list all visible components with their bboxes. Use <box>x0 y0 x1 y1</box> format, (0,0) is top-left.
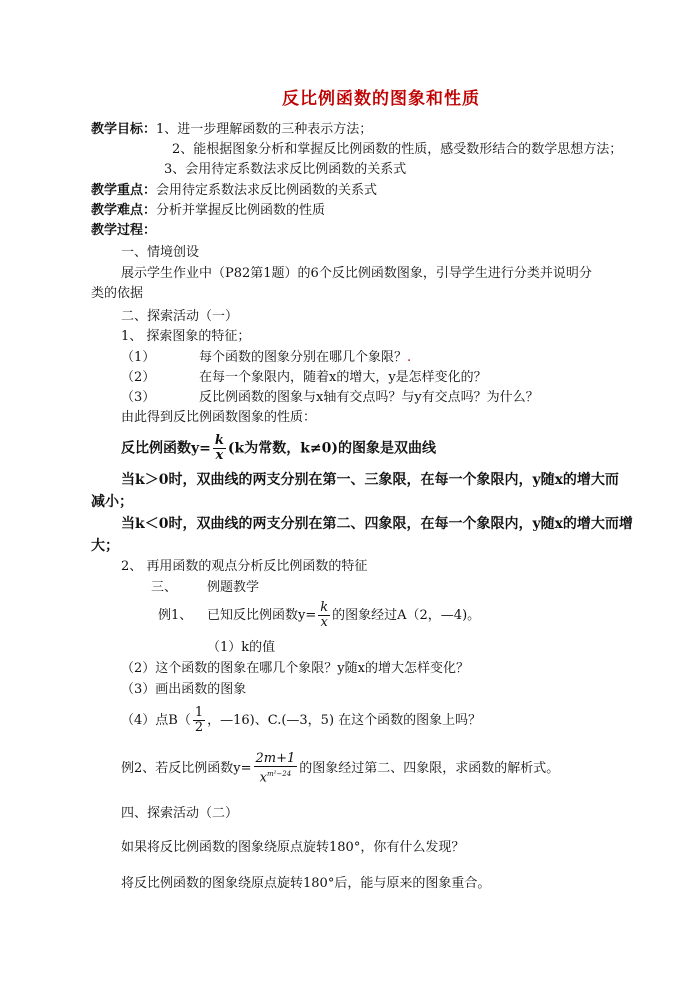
red-dot-mark: . <box>407 350 412 365</box>
example-1-q2: （2）这个函数的图象在哪几个象限？y随x的增大怎样变化？ <box>121 661 469 676</box>
section-2-sub1: 1、 探索图象的特征； <box>121 329 251 344</box>
question-2-num: （2） <box>121 370 156 385</box>
one-half-fraction <box>193 706 205 735</box>
example-2-numerator: 2m+1 <box>255 750 296 766</box>
positive-k-line2: 减小； <box>91 494 133 510</box>
question-3-num: （3） <box>121 390 156 405</box>
focus-label: 教学重点： <box>91 183 157 198</box>
example-1-q4-suffix: ，—16)、C.(—3，5) 在这个函数的图象上吗？ <box>207 713 482 728</box>
positive-k-line1: 当k＞0时，双曲线的两支分别在第一、三象限，在每一个象限内，y随x的增大而 <box>121 472 619 488</box>
example-1-q4 <box>121 703 481 739</box>
conclusion-intro: 由此得到反比例函数图象的性质： <box>121 410 317 425</box>
example-2-suffix: 的图象经过第二、四象限，求函数的解析式。 <box>299 761 560 776</box>
example-1-numerator: k <box>320 600 329 615</box>
example-1-denominator: x <box>320 615 328 630</box>
section-2-sub2: 2、 再用函数的观点分析反比例函数的特征 <box>121 559 368 574</box>
property-definition <box>121 434 436 463</box>
goals-label: 教学目标： <box>91 122 157 137</box>
negative-k-line2: 大； <box>91 538 119 554</box>
example-2-fraction <box>254 752 298 785</box>
property-prefix: 反比例函数y= <box>121 440 211 457</box>
difficulty-label: 教学难点： <box>91 203 157 218</box>
example-1-q3: （3）画出函数的图象 <box>121 682 247 697</box>
one-half-numerator: 1 <box>194 705 204 720</box>
teaching-focus <box>91 183 377 199</box>
example-2-exponent: m²−24 <box>266 769 292 778</box>
example-2-denominator <box>254 767 298 785</box>
example-1 <box>207 598 480 634</box>
goal-1: 1、进一步理解函数的三种表示方法； <box>156 122 373 137</box>
section-4-question: 如果将反比例函数的图象绕原点旋转180°，你有什么发现？ <box>121 840 465 855</box>
question-3: 反比例函数的图象与x轴有交点吗？与y有交点吗？为什么？ <box>199 390 539 405</box>
teaching-goals-line1 <box>91 122 372 138</box>
example-1-prefix: 已知反比例函数y= <box>207 608 317 623</box>
one-half-denominator: 2 <box>194 720 204 735</box>
section-1-heading: 一、情境创设 <box>121 245 200 260</box>
question-2: 在每一个象限内，随着x的增大，y是怎样变化的？ <box>199 370 487 385</box>
section-3-heading: 例题教学 <box>207 580 260 595</box>
goal-2: 2、能根据图象分析和掌握反比例函数的性质，感受数形结合的数学思想方法； <box>172 142 623 157</box>
k-over-x-fraction <box>213 434 226 463</box>
focus-text: 会用待定系数法求反比例函数的关系式 <box>156 183 378 198</box>
teaching-difficulty <box>91 203 325 219</box>
section-1-line2: 类的依据 <box>91 286 144 301</box>
process-label: 教学过程： <box>91 223 157 238</box>
goal-3: 3、会用待定系数法求反比例函数的关系式 <box>164 162 407 177</box>
section-1-line1: 展示学生作业中（P82第1题）的6个反比例函数图象，引导学生进行分类并说明分 <box>121 266 592 281</box>
example-1-suffix: 的图象经过A（2，—4)。 <box>332 608 481 623</box>
question-1-text: 每个函数的图象分别在哪几个象限？ <box>199 350 408 365</box>
fraction-denominator: x <box>215 448 224 463</box>
property-suffix: (k为常数，k≠0)的图象是双曲线 <box>227 440 437 457</box>
section-3-num: 三、 <box>151 580 178 595</box>
example-1-fraction <box>318 601 330 630</box>
question-1-num: （1） <box>121 350 156 365</box>
section-4-heading: 四、探索活动（二） <box>121 806 239 821</box>
section-2-heading: 二、探索活动（一） <box>121 309 239 324</box>
page-title: 反比例函数的图象和性质 <box>282 89 480 109</box>
question-1 <box>199 350 411 366</box>
example-2-denominator-base: x <box>259 770 267 786</box>
example-1-q4-prefix: （4）点B（ <box>121 713 191 728</box>
example-2 <box>121 750 559 788</box>
example-2-prefix: 例2、若反比例函数y= <box>121 761 252 776</box>
section-4-answer: 将反比例函数的图象绕原点旋转180°后，能与原来的图象重合。 <box>121 876 491 891</box>
example-1-q1: （1）k的值 <box>207 640 276 655</box>
fraction-numerator: k <box>214 433 224 448</box>
example-1-label: 例1、 <box>158 608 193 623</box>
negative-k-line1: 当k＜0时，双曲线的两支分别在第二、四象限，在每一个象限内，y随x的增大而增 <box>121 516 633 532</box>
difficulty-text: 分析并掌握反比例函数的性质 <box>156 203 326 218</box>
